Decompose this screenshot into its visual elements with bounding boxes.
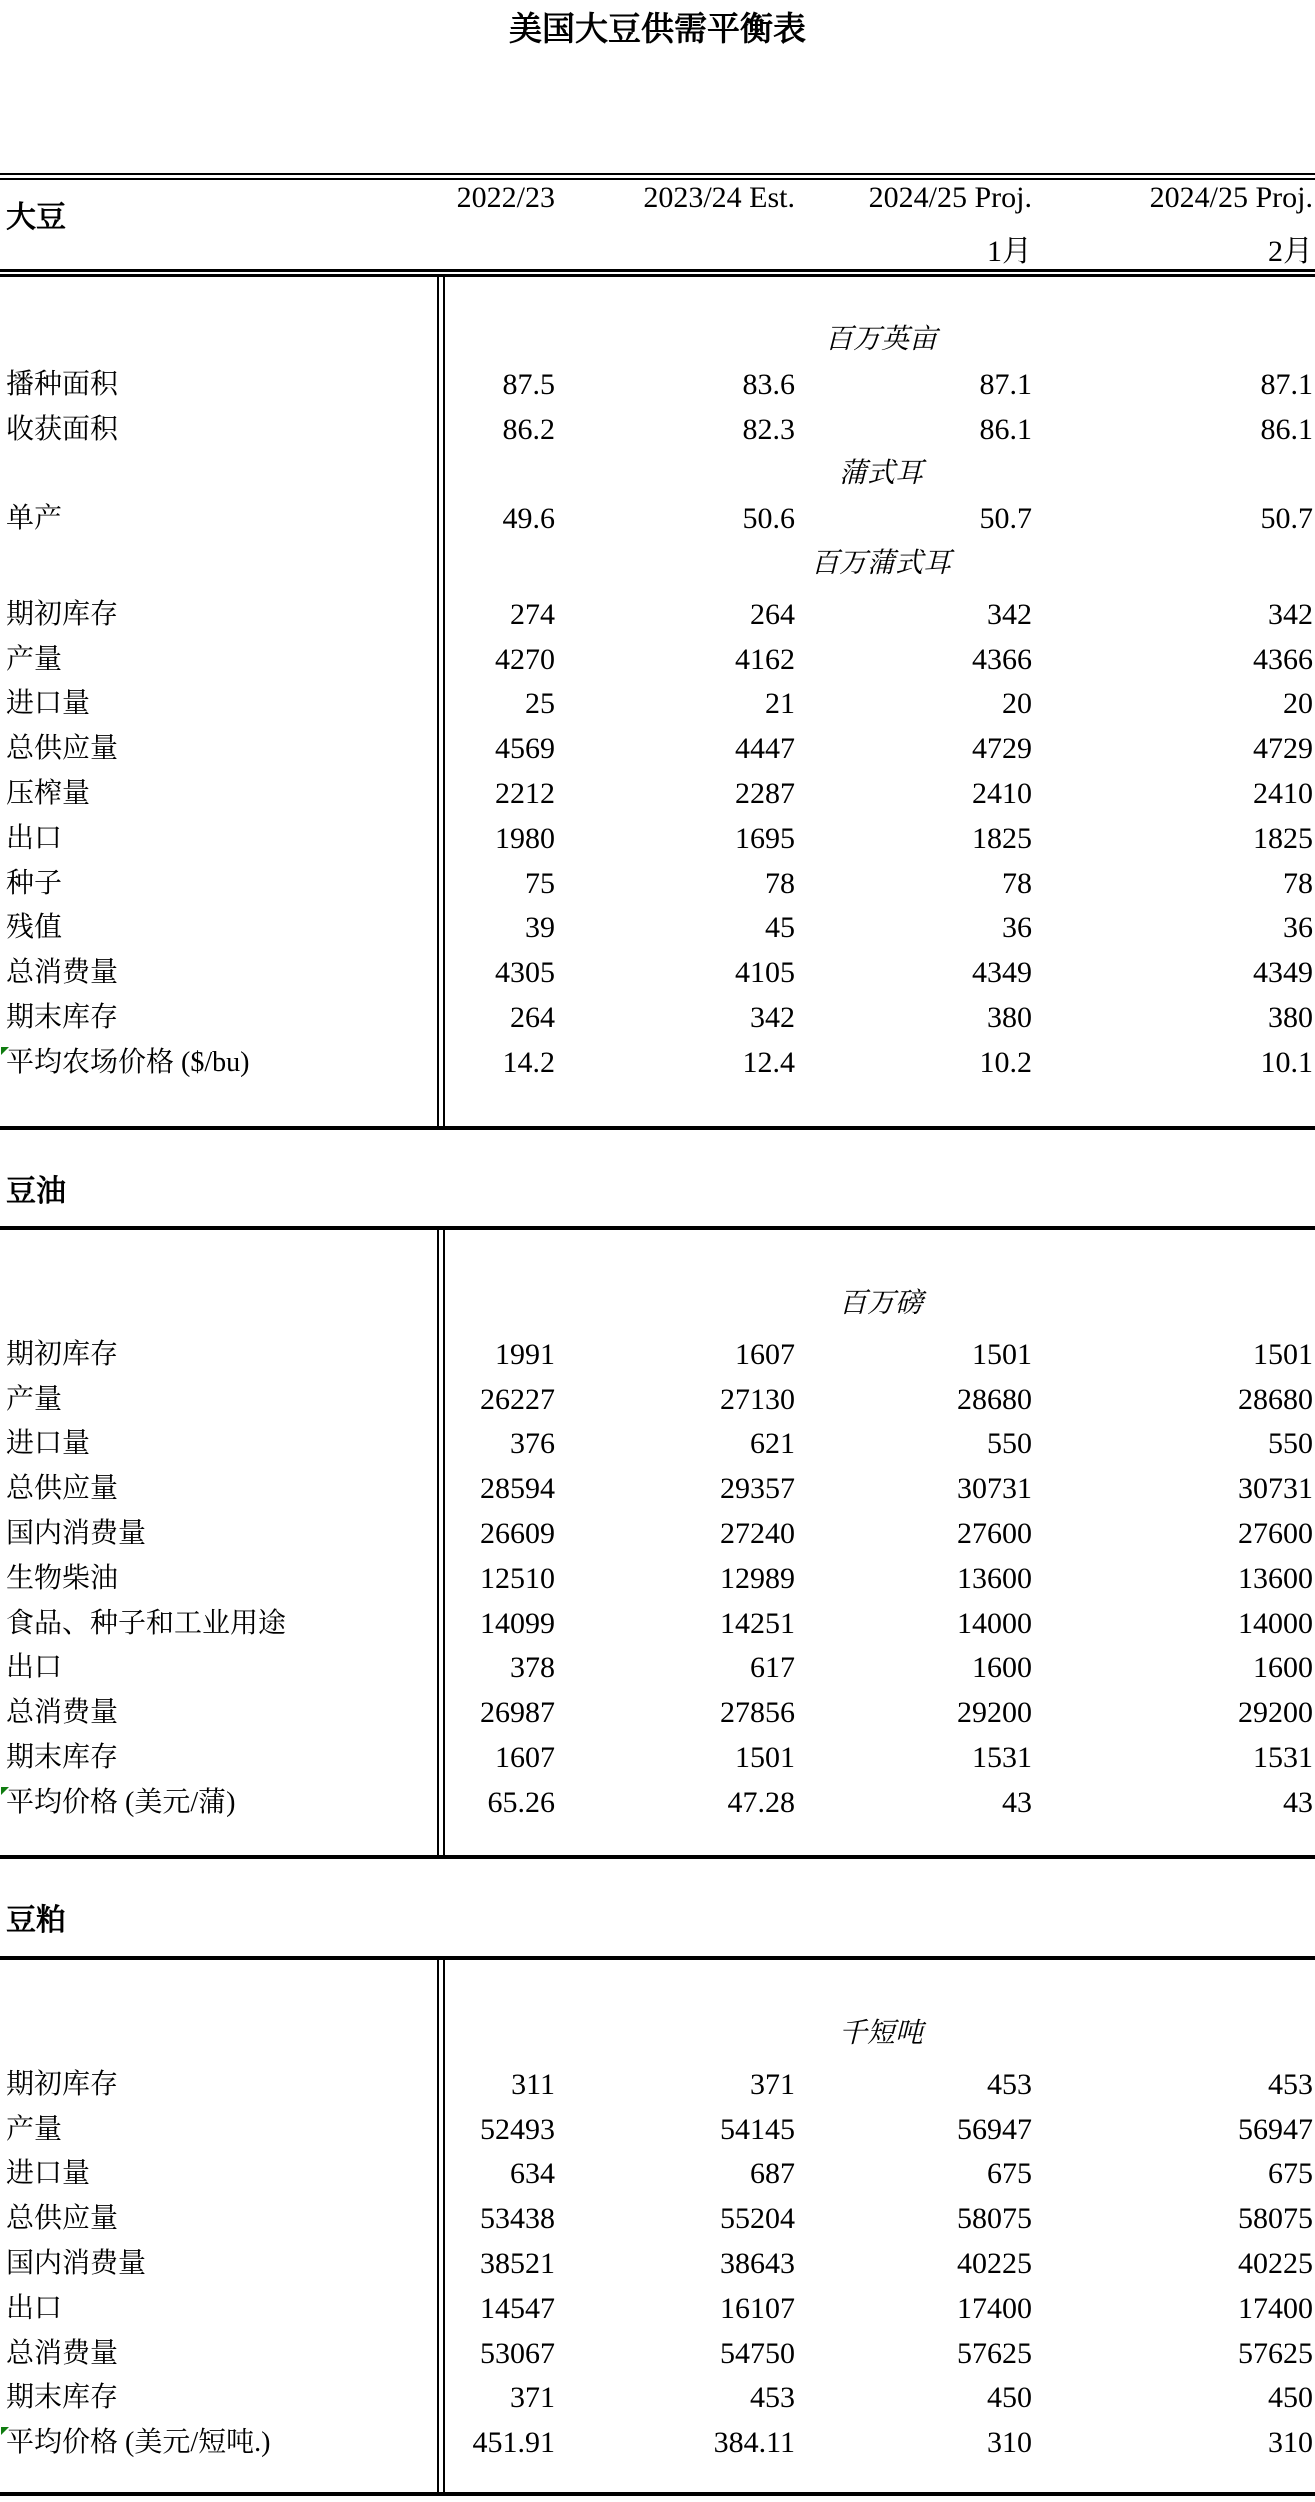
cell-value: 10.2 bbox=[979, 1046, 1032, 1079]
row-spacer bbox=[0, 323, 447, 357]
cell-value: 28680 bbox=[957, 1383, 1032, 1416]
cell-value: 43 bbox=[1002, 1786, 1032, 1819]
row-label: 播种面积 bbox=[6, 369, 119, 400]
header-spacer bbox=[0, 235, 447, 269]
table-row bbox=[0, 1338, 1315, 1372]
row-label-cell bbox=[0, 687, 447, 721]
cell-value: 53067 bbox=[480, 2337, 555, 2370]
cell-value: 14000 bbox=[1238, 1607, 1313, 1640]
cell-value: 52493 bbox=[480, 2113, 555, 2146]
cell-value: 87.1 bbox=[1260, 368, 1313, 401]
cell-value: 311 bbox=[511, 2068, 555, 2101]
row-spacer bbox=[0, 2017, 447, 2051]
row-label-cell bbox=[0, 1786, 447, 1820]
row-label: 总消费量 bbox=[6, 957, 119, 988]
cell-value: 2410 bbox=[972, 777, 1032, 810]
cell-value: 450 bbox=[1268, 2381, 1313, 2414]
cell-value: 376 bbox=[510, 1427, 555, 1460]
cell-value: 78 bbox=[1283, 867, 1313, 900]
cell-value: 27600 bbox=[1238, 1517, 1313, 1550]
row-label: 期初库存 bbox=[6, 1339, 119, 1370]
cell-value: 13600 bbox=[957, 1562, 1032, 1595]
cell-value: 54750 bbox=[720, 2337, 795, 2370]
row-label: 进口量 bbox=[6, 2158, 91, 2189]
row-label: 期初库存 bbox=[6, 599, 119, 630]
cell-value: 687 bbox=[750, 2157, 795, 2190]
cell-value: 2287 bbox=[735, 777, 795, 810]
row-label: 压榨量 bbox=[6, 778, 91, 809]
row-label: 生物柴油 bbox=[6, 1563, 119, 1594]
row-label-cell bbox=[0, 1472, 447, 1506]
year-header-row bbox=[0, 181, 1315, 215]
section-label-soyoil: 豆油 bbox=[6, 1175, 66, 1208]
cell-value: 264 bbox=[750, 598, 795, 631]
cell-value: 36 bbox=[1283, 911, 1313, 944]
cell-value: 65.26 bbox=[487, 1786, 555, 1819]
cell-value: 55204 bbox=[720, 2202, 795, 2235]
row-label-cell bbox=[0, 777, 447, 811]
cell-value: 38643 bbox=[720, 2247, 795, 2280]
cell-value: 14547 bbox=[480, 2292, 555, 2325]
table-row bbox=[0, 1786, 1315, 1820]
table-row bbox=[0, 2292, 1315, 2326]
unit-label: 百万磅 bbox=[838, 1288, 923, 1319]
row-label-cell bbox=[0, 732, 447, 766]
cell-value: 550 bbox=[987, 1427, 1032, 1460]
cell-value: 453 bbox=[750, 2381, 795, 2414]
cell-value: 4270 bbox=[495, 643, 555, 676]
cell-value: 342 bbox=[987, 598, 1032, 631]
cell-value: 4569 bbox=[495, 732, 555, 765]
cell-value: 56947 bbox=[957, 2113, 1032, 2146]
cell-value: 12989 bbox=[720, 1562, 795, 1595]
cell-value: 14.2 bbox=[502, 1046, 555, 1079]
row-label-cell bbox=[0, 867, 447, 901]
cell-value: 87.1 bbox=[979, 368, 1032, 401]
row-label-cell bbox=[0, 1383, 447, 1417]
unit-row bbox=[0, 1287, 1315, 1321]
row-label: 产量 bbox=[6, 644, 63, 675]
cell-value: 29200 bbox=[957, 1696, 1032, 1729]
cell-value: 21 bbox=[765, 687, 795, 720]
unit-row bbox=[0, 2017, 1315, 2051]
cell-value: 1980 bbox=[495, 822, 555, 855]
table-row bbox=[0, 1046, 1315, 1080]
row-label-cell bbox=[0, 2068, 447, 2102]
table-row bbox=[0, 598, 1315, 632]
cell-value: 1991 bbox=[495, 1338, 555, 1371]
cell-value: 4366 bbox=[1253, 643, 1313, 676]
row-label-cell bbox=[0, 1651, 447, 1685]
table-row bbox=[0, 643, 1315, 677]
row-label-cell bbox=[0, 2113, 447, 2147]
row-label: 总供应量 bbox=[6, 1473, 119, 1504]
row-label: 收获面积 bbox=[6, 414, 119, 445]
table-row bbox=[0, 1383, 1315, 1417]
section-soymeal bbox=[0, 1956, 1315, 2496]
row-spacer bbox=[0, 1287, 447, 1321]
row-label-cell bbox=[0, 911, 447, 945]
cell-value: 57625 bbox=[957, 2337, 1032, 2370]
cell-value: 26227 bbox=[480, 1383, 555, 1416]
row-label: 期初库存 bbox=[6, 2069, 119, 2100]
cell-value: 4729 bbox=[1253, 732, 1313, 765]
cell-value: 53438 bbox=[480, 2202, 555, 2235]
cell-value: 4349 bbox=[972, 956, 1032, 989]
row-label-cell bbox=[0, 2426, 447, 2460]
cell-value: 20 bbox=[1002, 687, 1032, 720]
table-row bbox=[0, 1696, 1315, 1730]
cell-value: 29200 bbox=[1238, 1696, 1313, 1729]
section-label-soymeal: 豆粕 bbox=[6, 1904, 66, 1937]
row-label: 期末库存 bbox=[6, 2382, 119, 2413]
table-row bbox=[0, 687, 1315, 721]
cell-value: 1825 bbox=[1253, 822, 1313, 855]
cell-value: 1501 bbox=[1253, 1338, 1313, 1371]
table-row bbox=[0, 2202, 1315, 2236]
cell-value: 342 bbox=[1268, 598, 1313, 631]
subcol-header-february: 2月 bbox=[1268, 235, 1313, 268]
cell-value: 274 bbox=[510, 598, 555, 631]
row-label-cell bbox=[0, 2247, 447, 2281]
cell-value: 78 bbox=[765, 867, 795, 900]
cell-value: 36 bbox=[1002, 911, 1032, 944]
cell-value: 12510 bbox=[480, 1562, 555, 1595]
cell-value: 380 bbox=[987, 1001, 1032, 1034]
cell-value: 371 bbox=[750, 2068, 795, 2101]
table-row bbox=[0, 2426, 1315, 2460]
cell-value: 378 bbox=[510, 1651, 555, 1684]
cell-value: 4105 bbox=[735, 956, 795, 989]
unit-label: 百万英亩 bbox=[824, 324, 937, 355]
table-row bbox=[0, 1607, 1315, 1641]
subcol-empty bbox=[557, 235, 797, 269]
row-label: 平均价格 (美元/短吨.) bbox=[6, 2427, 271, 2458]
cell-value: 617 bbox=[750, 1651, 795, 1684]
row-label: 总消费量 bbox=[6, 2338, 119, 2369]
cell-value: 86.2 bbox=[502, 413, 555, 446]
cell-value: 58075 bbox=[957, 2202, 1032, 2235]
row-label: 产量 bbox=[6, 2114, 63, 2145]
cell-value: 453 bbox=[987, 2068, 1032, 2101]
cell-value: 47.28 bbox=[727, 1786, 795, 1819]
cell-value: 49.6 bbox=[502, 502, 555, 535]
table-row bbox=[0, 2113, 1315, 2147]
cell-value: 50.7 bbox=[1260, 502, 1313, 535]
cell-value: 1695 bbox=[735, 822, 795, 855]
row-label-cell bbox=[0, 1696, 447, 1730]
row-label-cell bbox=[0, 368, 447, 402]
commodity-label: 大豆 bbox=[6, 201, 66, 234]
row-label: 总供应量 bbox=[6, 2203, 119, 2234]
cell-value: 1600 bbox=[1253, 1651, 1313, 1684]
table-row bbox=[0, 1517, 1315, 1551]
cell-value: 450 bbox=[987, 2381, 1032, 2414]
table-row bbox=[0, 1651, 1315, 1685]
cell-value: 28594 bbox=[480, 1472, 555, 1505]
row-label: 出口 bbox=[6, 1652, 63, 1683]
row-label: 单产 bbox=[6, 503, 63, 534]
table-row bbox=[0, 1001, 1315, 1035]
row-label-cell bbox=[0, 956, 447, 990]
table-row bbox=[0, 2247, 1315, 2281]
cell-value: 1825 bbox=[972, 822, 1032, 855]
cell-value: 4305 bbox=[495, 956, 555, 989]
cell-value: 28680 bbox=[1238, 1383, 1313, 1416]
row-label-cell bbox=[0, 2381, 447, 2415]
cell-value: 1600 bbox=[972, 1651, 1032, 1684]
cell-value: 4162 bbox=[735, 643, 795, 676]
cell-value: 14099 bbox=[480, 1607, 555, 1640]
cell-value: 14251 bbox=[720, 1607, 795, 1640]
row-label: 总消费量 bbox=[6, 1697, 119, 1728]
cell-value: 1531 bbox=[972, 1741, 1032, 1774]
row-label: 期末库存 bbox=[6, 1742, 119, 1773]
row-label: 出口 bbox=[6, 2293, 63, 2324]
cell-value: 550 bbox=[1268, 1427, 1313, 1460]
col-header-2024-25-proj-jan: 2024/25 Proj. bbox=[868, 181, 1032, 214]
cell-value: 30731 bbox=[957, 1472, 1032, 1505]
row-label-cell bbox=[0, 643, 447, 677]
section-title-band-soyoil bbox=[0, 1130, 1315, 1226]
cell-value: 38521 bbox=[480, 2247, 555, 2280]
row-label: 平均价格 (美元/蒲) bbox=[6, 1787, 236, 1818]
cell-value: 86.1 bbox=[1260, 413, 1313, 446]
cell-value: 264 bbox=[510, 1001, 555, 1034]
row-label: 进口量 bbox=[6, 1428, 91, 1459]
cell-value: 371 bbox=[510, 2381, 555, 2414]
row-label-cell bbox=[0, 822, 447, 856]
col-header-2022-23: 2022/23 bbox=[456, 181, 555, 214]
cell-value: 27240 bbox=[720, 1517, 795, 1550]
table-row bbox=[0, 911, 1315, 945]
cell-value: 14000 bbox=[957, 1607, 1032, 1640]
cell-value: 56947 bbox=[1238, 2113, 1313, 2146]
row-label-cell bbox=[0, 2337, 447, 2371]
table-header bbox=[0, 173, 1315, 277]
cell-value: 10.1 bbox=[1260, 1046, 1313, 1079]
row-label-cell bbox=[0, 1607, 447, 1641]
cell-value: 39 bbox=[525, 911, 555, 944]
subcol-header-january: 1月 bbox=[987, 235, 1032, 268]
row-label-cell bbox=[0, 502, 447, 536]
cell-value: 26987 bbox=[480, 1696, 555, 1729]
row-label: 国内消费量 bbox=[6, 2248, 147, 2279]
cell-value: 58075 bbox=[1238, 2202, 1313, 2235]
cell-value: 451.91 bbox=[472, 2426, 555, 2459]
table-row bbox=[0, 777, 1315, 811]
cell-value: 4729 bbox=[972, 732, 1032, 765]
table-row bbox=[0, 822, 1315, 856]
cell-value: 43 bbox=[1283, 1786, 1313, 1819]
cell-value: 29357 bbox=[720, 1472, 795, 1505]
row-label-cell bbox=[0, 1338, 447, 1372]
table-row bbox=[0, 1741, 1315, 1775]
cell-value: 16107 bbox=[720, 2292, 795, 2325]
unit-label: 千短吨 bbox=[838, 2018, 923, 2049]
table-row bbox=[0, 867, 1315, 901]
row-label-cell bbox=[0, 598, 447, 632]
cell-value: 54145 bbox=[720, 2113, 795, 2146]
cell-value: 45 bbox=[765, 911, 795, 944]
table-row bbox=[0, 413, 1315, 447]
row-label: 产量 bbox=[6, 1384, 63, 1415]
cell-value: 453 bbox=[1268, 2068, 1313, 2101]
row-label-cell bbox=[0, 1427, 447, 1461]
cell-value: 50.7 bbox=[979, 502, 1032, 535]
unit-label: 百万蒲式耳 bbox=[810, 548, 951, 579]
cell-value: 380 bbox=[1268, 1001, 1313, 1034]
table-row bbox=[0, 732, 1315, 766]
cell-value: 25 bbox=[525, 687, 555, 720]
cell-value: 12.4 bbox=[742, 1046, 795, 1079]
cell-value: 621 bbox=[750, 1427, 795, 1460]
row-label-cell bbox=[0, 2157, 447, 2191]
row-label-cell bbox=[0, 2292, 447, 2326]
cell-value: 675 bbox=[987, 2157, 1032, 2190]
section-soybean bbox=[0, 277, 1315, 1130]
cell-value: 30731 bbox=[1238, 1472, 1313, 1505]
cell-value: 342 bbox=[750, 1001, 795, 1034]
row-label: 进口量 bbox=[6, 688, 91, 719]
unit-label: 蒲式耳 bbox=[838, 458, 923, 489]
row-label: 出口 bbox=[6, 823, 63, 854]
row-label: 残值 bbox=[6, 912, 63, 943]
table-row bbox=[0, 2381, 1315, 2415]
row-label: 平均农场价格 ($/bu) bbox=[6, 1047, 250, 1078]
table-row bbox=[0, 2068, 1315, 2102]
row-label-cell bbox=[0, 1562, 447, 1596]
cell-value: 57625 bbox=[1238, 2337, 1313, 2370]
cell-value: 4349 bbox=[1253, 956, 1313, 989]
unit-row bbox=[0, 547, 1315, 581]
cell-value: 2410 bbox=[1253, 777, 1313, 810]
cell-value: 1531 bbox=[1253, 1741, 1313, 1774]
row-label-cell bbox=[0, 413, 447, 447]
cell-value: 675 bbox=[1268, 2157, 1313, 2190]
cell-value: 40225 bbox=[957, 2247, 1032, 2280]
table-row bbox=[0, 2337, 1315, 2371]
table-row bbox=[0, 1427, 1315, 1461]
cell-value: 2212 bbox=[495, 777, 555, 810]
comment-marker-icon bbox=[1, 1787, 9, 1795]
cell-value: 82.3 bbox=[742, 413, 795, 446]
row-label-cell bbox=[0, 1741, 447, 1775]
unit-row bbox=[0, 323, 1315, 357]
cell-value: 1501 bbox=[972, 1338, 1032, 1371]
cell-value: 17400 bbox=[1238, 2292, 1313, 2325]
month-header-row bbox=[0, 235, 1315, 269]
row-label: 食品、种子和工业用途 bbox=[6, 1608, 287, 1639]
cell-value: 13600 bbox=[1238, 1562, 1313, 1595]
comment-marker-icon bbox=[1, 1047, 9, 1055]
cell-value: 86.1 bbox=[979, 413, 1032, 446]
row-label-cell bbox=[0, 1001, 447, 1035]
row-label: 国内消费量 bbox=[6, 1518, 147, 1549]
table-row bbox=[0, 1562, 1315, 1596]
unit-row bbox=[0, 457, 1315, 491]
row-label-cell bbox=[0, 1517, 447, 1551]
cell-value: 4366 bbox=[972, 643, 1032, 676]
row-label-cell bbox=[0, 2202, 447, 2236]
cell-value: 20 bbox=[1283, 687, 1313, 720]
section-title-band-soymeal bbox=[0, 1859, 1315, 1956]
cell-value: 1607 bbox=[735, 1338, 795, 1371]
cell-value: 78 bbox=[1002, 867, 1032, 900]
table-row bbox=[0, 956, 1315, 990]
cell-value: 17400 bbox=[957, 2292, 1032, 2325]
cell-value: 384.11 bbox=[713, 2426, 795, 2459]
table-row bbox=[0, 368, 1315, 402]
cell-value: 26609 bbox=[480, 1517, 555, 1550]
row-label: 期末库存 bbox=[6, 1002, 119, 1033]
page-title: 美国大豆供需平衡表 bbox=[509, 12, 806, 48]
section-soyoil bbox=[0, 1226, 1315, 1859]
cell-value: 83.6 bbox=[742, 368, 795, 401]
table-row bbox=[0, 502, 1315, 536]
cell-value: 87.5 bbox=[502, 368, 555, 401]
comment-marker-icon bbox=[1, 2427, 9, 2435]
cell-value: 50.6 bbox=[742, 502, 795, 535]
cell-value: 1501 bbox=[735, 1741, 795, 1774]
cell-value: 310 bbox=[1268, 2426, 1313, 2459]
col-header-2024-25-proj-feb: 2024/25 Proj. bbox=[1149, 181, 1313, 214]
col-header-2023-24-est: 2023/24 Est. bbox=[643, 181, 795, 214]
cell-value: 27856 bbox=[720, 1696, 795, 1729]
cell-value: 1607 bbox=[495, 1741, 555, 1774]
row-spacer bbox=[0, 547, 447, 581]
cell-value: 634 bbox=[510, 2157, 555, 2190]
cell-value: 310 bbox=[987, 2426, 1032, 2459]
row-label: 总供应量 bbox=[6, 733, 119, 764]
cell-value: 75 bbox=[525, 867, 555, 900]
table-row bbox=[0, 2157, 1315, 2191]
row-label: 种子 bbox=[6, 868, 63, 899]
cell-value: 40225 bbox=[1238, 2247, 1313, 2280]
subcol-empty bbox=[447, 235, 557, 269]
cell-value: 27130 bbox=[720, 1383, 795, 1416]
row-spacer bbox=[0, 457, 447, 491]
table-row bbox=[0, 1472, 1315, 1506]
header-spacer bbox=[0, 181, 447, 215]
cell-value: 4447 bbox=[735, 732, 795, 765]
row-label-cell bbox=[0, 1046, 447, 1080]
cell-value: 27600 bbox=[957, 1517, 1032, 1550]
